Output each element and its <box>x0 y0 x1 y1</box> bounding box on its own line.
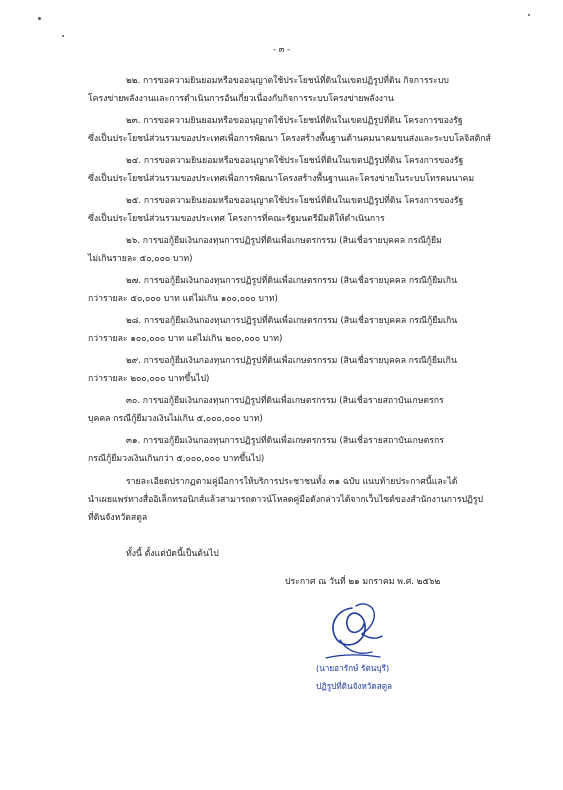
document-body <box>88 73 491 532</box>
scan-speck <box>528 14 530 16</box>
list-item: ๓๑. การขอกู้ยืมเงินกองทุนการปฏิรูปที่ดินเพื่อเกษตรกรรม (สินเชื่อรายสถาบันเกษตรกร กรณีกู้ยืมวงเงินเกินกว่า ๕,๐๐๐,๐๐๐ บาทขึ้นไป) <box>88 436 444 464</box>
scan-speck <box>38 17 41 20</box>
list-item: ๒๗. การขอกู้ยืมเงินกองทุนการปฏิรูปที่ดินเพื่อเกษตรกรรม (สินเชื่อรายบุคคล กรณีกู้ยืมเกิน กว่ารายละ ๕๐,๐๐๐ บาท แต่ไม่เกิน ๑๐๐,๐๐๐ บาท) <box>88 276 458 304</box>
list-item: ๒๖. การขอกู้ยืมเงินกองทุนการปฏิรูปที่ดินเพื่อเกษตรกรรม (สินเชื่อรายบุคคล กรณีกู้ยืม ไม่เกินรายละ ๕๐,๐๐๐ บาท) <box>88 236 442 264</box>
signatory-name: (นายอารักษ์ รัตนบุรี) <box>316 663 390 673</box>
closing-statement: ทั้งนี้ ตั้งแต่บัดนี้เป็นต้นไป <box>126 549 219 559</box>
list-item: ๒๔. การขอความยินยอมหรือขออนุญาตใช้ประโยชน์ที่ดินในเขตปฏิรูปที่ดิน โครงการของรัฐ ซึ่งเป็นประโยชน์ส่วนรวมของประเทศเพื่อการพัฒนาโครงสร้างพื้นฐานและโครงข่ายในระบบโทรคมนาคม <box>88 156 475 184</box>
list-item: ๓๐. การขอกู้ยืมเงินกองทุนการปฏิรูปที่ดินเพื่อเกษตรกรรม (สินเชื่อรายสถาบันเกษตรกร บุคคล กรณีกู้ยืมวงเงินไม่เกิน ๕,๐๐๐,๐๐๐ บาท) <box>88 396 444 424</box>
list-item: ๒๙. การขอกู้ยืมเงินกองทุนการปฏิรูปที่ดินเพื่อเกษตรกรรม (สินเชื่อรายบุคคล กรณีกู้ยืมเกิน กว่ารายละ ๒๐๐,๐๐๐ บาทขึ้นไป) <box>88 356 457 384</box>
announcement-date: ประกาศ ณ วันที่ ๒๑ มกราคม พ.ศ. ๒๕๖๒ <box>285 577 441 587</box>
list-item: ๒๕. การขอความยินยอมหรือขออนุญาตใช้ประโยชน์ที่ดินในเขตปฏิรูปที่ดิน โครงการของรัฐ ซึ่งเป็นประโยชน์ส่วนรวมของประเทศ โครงการที่คณะรัฐมนตรีมีมติให้ดำเนินการ <box>88 196 464 224</box>
signatory-title: ปฏิรูปที่ดินจังหวัดสตูล <box>316 681 393 691</box>
handwritten-signature <box>322 600 388 662</box>
details-paragraph: รายละเอียดปรากฏตามคู่มือการให้บริการประชาชนทั้ง ๓๑ ฉบับ แนบท้ายประกาศนี้และได้ นำเผยแพร่ทางสื่ออิเล็กทรอนิกส์แล้วสามารถดาวน์โหลดคู่มือดังกล่าวได้จากเว็บไซต์ของสำนักงานการปฏิรูป ที่ดินจังหวัดสตูล <box>88 477 484 523</box>
list-item: ๒๒. การขอความยินยอมหรือขออนุญาตใช้ประโยชน์ที่ดินในเขตปฏิรูปที่ดิน กิจการระบบ โครงข่ายพลังงานและการดำเนินการอันเกี่ยวเนื่องกับกิจการระบบโครงข่ายพลังงาน <box>88 76 449 104</box>
page-number: - ๓ - <box>272 45 291 55</box>
list-item: ๒๓. การขอความยินยอมหรือขออนุญาตใช้ประโยชน์ที่ดินในเขตปฏิรูปที่ดิน โครงการของรัฐ ซึ่งเป็นประโยชน์ส่วนรวมของประเทศเพื่อการพัฒนา โครงสร้างพื้นฐานด้านคมนาคมขนส่งและระบบโลจิสติกส์ <box>88 116 491 144</box>
list-item: ๒๘. การขอกู้ยืมเงินกองทุนการปฏิรูปที่ดินเพื่อเกษตรกรรม (สินเชื่อรายบุคคล กรณีกู้ยืมเกิน กว่ารายละ ๑๐๐,๐๐๐ บาท แต่ไม่เกิน ๒๐๐,๐๐๐ บาท) <box>88 316 458 344</box>
scan-speck <box>62 35 64 37</box>
